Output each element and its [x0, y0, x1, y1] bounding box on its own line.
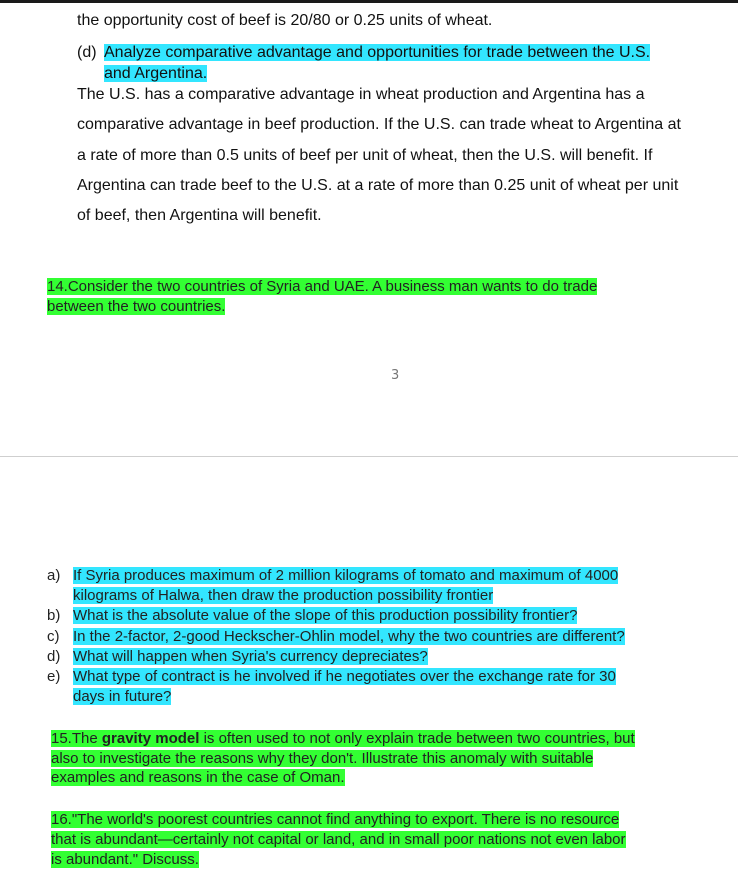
subq-b-label: b) — [47, 607, 61, 624]
q16-line-3: is abundant." Discuss. — [51, 851, 199, 868]
answer-line-2: comparative advantage in beef production. If the U.S. can trade wheat to Argentina at — [77, 116, 681, 133]
page-number: 3 — [391, 368, 400, 383]
subq-a-label: a) — [47, 567, 61, 584]
subq-e-line-2: days in future? — [73, 688, 172, 705]
answer-line-3: a rate of more than 0.5 units of beef per unit of wheat, then the U.S. will benefit. If — [77, 147, 653, 164]
q16-line-1: 16."The world's poorest countries cannot find anything to export. There is no resource — [51, 811, 620, 828]
subq-a-line-2: kilograms of Halwa, then draw the production possibility frontier — [73, 587, 494, 604]
q15-line-3: examples and reasons in the case of Oman. — [51, 769, 345, 786]
answer-line-1: The U.S. has a comparative advantage in wheat production and Argentina has a — [77, 86, 645, 103]
subq-e-line-1: What type of contract is he involved if he negotiates over the exchange rate for 30 — [73, 668, 616, 685]
subq-b-line-1: What is the absolute value of the slope of this production possibility frontier? — [73, 607, 578, 624]
part-d-label: (d) — [77, 44, 97, 61]
answer-line-4: Argentina can trade beef to the U.S. at a rate of more than 0.25 unit of wheat per unit — [77, 177, 679, 194]
subq-e-label: e) — [47, 668, 61, 685]
q15-line-2: also to investigate the reasons why they don't. Illustrate this anomaly with suitable — [51, 750, 594, 767]
answer-line-5: of beef, then Argentina will benefit. — [77, 207, 322, 224]
subq-d-label: d) — [47, 648, 61, 665]
page-top-edge — [0, 0, 738, 3]
subq-d-line-1: What will happen when Syria's currency depreciates? — [73, 648, 428, 665]
opportunity-cost-line: the opportunity cost of beef is 20/80 or 0.25 units of wheat. — [77, 12, 493, 29]
q14-line-1: 14.Consider the two countries of Syria and UAE. A business man wants to do trade — [47, 278, 598, 295]
q14-line-2: between the two countries. — [47, 298, 226, 315]
subq-c-label: c) — [47, 628, 60, 645]
q16-line-2: that is abundant—certainly not capital or land, and in small poor nations not even labor — [51, 831, 626, 848]
part-d-question-line-2: and Argentina. — [104, 65, 208, 82]
part-d-question-line-1: Analyze comparative advantage and opportunities for trade between the U.S. — [104, 44, 651, 61]
page-break-divider — [0, 456, 738, 457]
q15-line-1: 15.The gravity model is often used to not only explain trade between two countries, but — [51, 730, 635, 747]
subq-a-line-1: If Syria produces maximum of 2 million kilograms of tomato and maximum of 4000 — [73, 567, 619, 584]
gravity-model-term: gravity model — [101, 730, 200, 747]
subq-c-line-1: In the 2-factor, 2-good Heckscher-Ohlin model, why the two countries are different? — [73, 628, 625, 645]
